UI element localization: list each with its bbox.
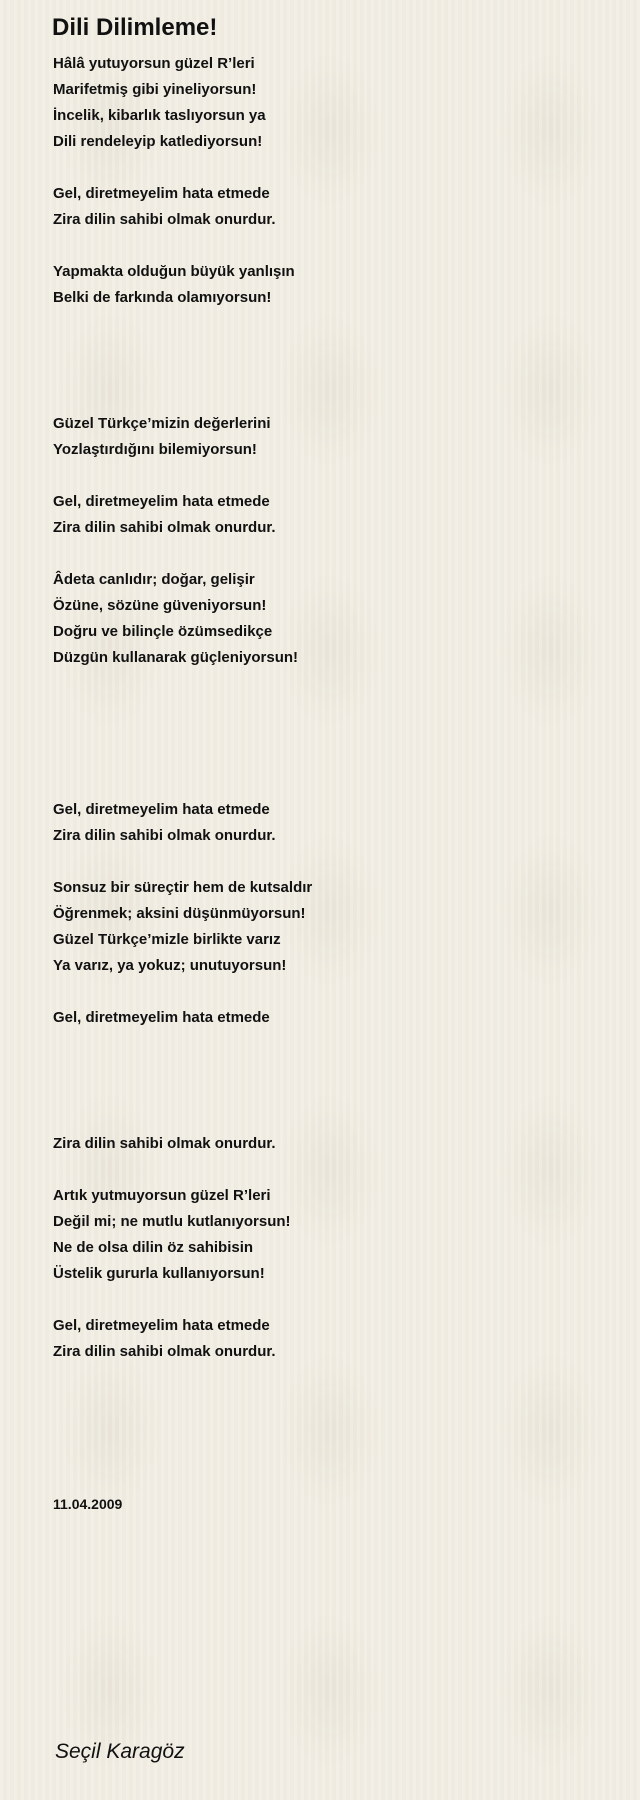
poem-line: Gel, diretmeyelim hata etmede xyxy=(53,493,270,510)
poem-line: Gel, diretmeyelim hata etmede xyxy=(53,801,270,818)
poem-line: Ya varız, ya yokuz; unutuyorsun! xyxy=(53,957,287,974)
poem-line: Âdeta canlıdır; doğar, gelişir xyxy=(53,571,255,588)
poem-line: Öğrenmek; aksini düşünmüyorsun! xyxy=(53,905,306,922)
poem-line: Yozlaştırdığını bilemiyorsun! xyxy=(53,441,257,458)
poem-line: Zira dilin sahibi olmak onurdur. xyxy=(53,1343,276,1360)
poem-line: Ne de olsa dilin öz sahibisin xyxy=(53,1239,254,1256)
poem-line: Gel, diretmeyelim hata etmede xyxy=(53,1009,270,1026)
poem-line: Güzel Türkçe’mizin değerlerini xyxy=(53,415,271,432)
poem-line: Zira dilin sahibi olmak onurdur. xyxy=(53,1135,276,1152)
poem-line: Zira dilin sahibi olmak onurdur. xyxy=(53,211,276,228)
poem-line: Doğru ve bilinçle özümsedikçe xyxy=(53,623,273,640)
poem-line: Düzgün kullanarak güçleniyorsun! xyxy=(53,649,299,666)
author-signature: Seçil Karagöz xyxy=(55,1740,185,1763)
poem-line: Üstelik gururla kullanıyorsun! xyxy=(53,1265,265,1282)
poem-line: Belki de farkında olamıyorsun! xyxy=(53,289,272,306)
poem-line: Dili rendeleyip katlediyorsun! xyxy=(53,133,263,150)
poem-line: Gel, diretmeyelim hata etmede xyxy=(53,185,270,202)
poem-line: Zira dilin sahibi olmak onurdur. xyxy=(53,519,276,536)
poem-line: Yapmakta olduğun büyük yanlışın xyxy=(53,263,295,280)
poem-line: Özüne, sözüne güveniyorsun! xyxy=(53,597,267,614)
poem-line: Marifetmiş gibi yineliyorsun! xyxy=(53,81,257,98)
poem-line: Zira dilin sahibi olmak onurdur. xyxy=(53,827,276,844)
poem-line: Değil mi; ne mutlu kutlanıyorsun! xyxy=(53,1213,291,1230)
poem-line: Artık yutmuyorsun güzel R’leri xyxy=(53,1187,271,1204)
poem-line: Güzel Türkçe’mizle birlikte varız xyxy=(53,931,281,948)
poem-line: Sonsuz bir süreçtir hem de kutsaldır xyxy=(53,879,313,896)
poem-line: Gel, diretmeyelim hata etmede xyxy=(53,1317,270,1334)
poem-date: 11.04.2009 xyxy=(53,1496,123,1512)
poem-line: Hâlâ yutuyorsun güzel R’leri xyxy=(53,55,255,72)
poem-title: Dili Dilimleme! xyxy=(52,14,218,41)
poem-line: İncelik, kibarlık taslıyorsun ya xyxy=(53,107,266,124)
